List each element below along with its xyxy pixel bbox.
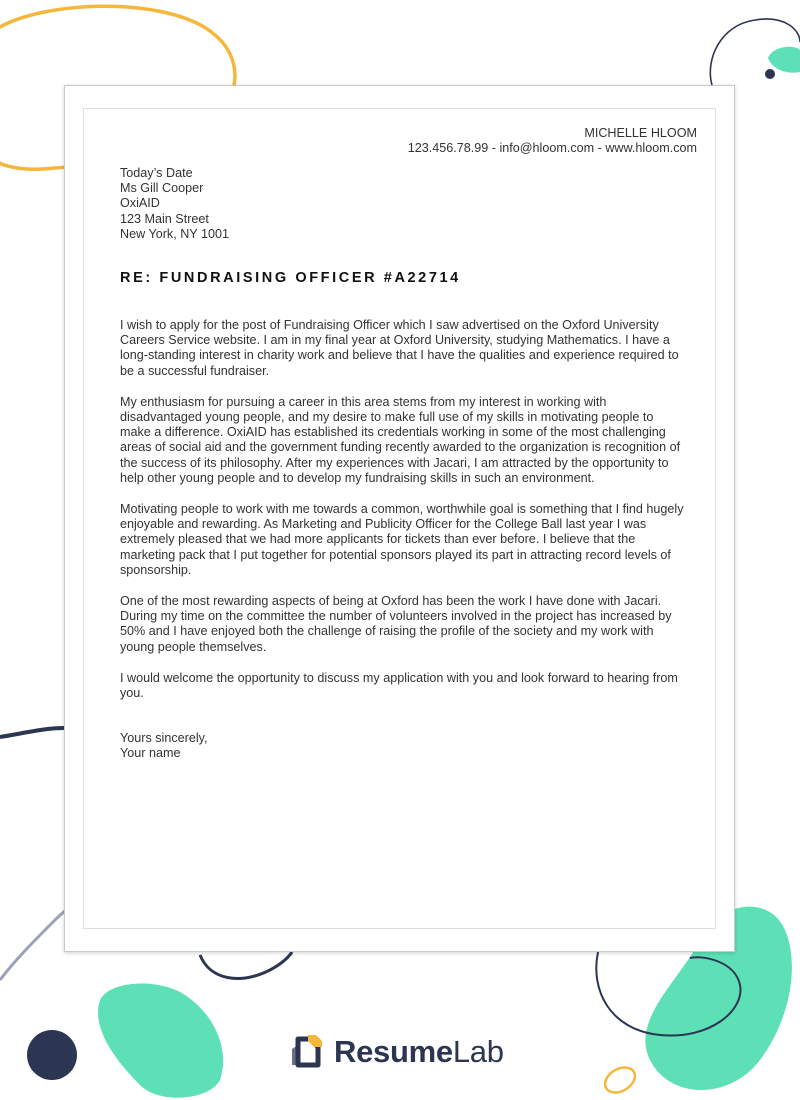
recipient-date: Today’s Date xyxy=(120,166,193,180)
navy-dot-bottom-left xyxy=(27,1030,77,1080)
teal-blob-bottom-left xyxy=(98,984,223,1098)
recipient-name: Ms Gill Cooper xyxy=(120,181,204,196)
orange-ring-bottom xyxy=(601,1062,640,1097)
sender-block xyxy=(408,126,697,156)
body-paragraph: Motivating people to work with me towards a common, worthwhile goal is something that I find hugely enjoyable and rewarding. As Marketing and Publicity Officer for the College Ball last year I was extremely pleased that we had more applicants for tickets than ever before. I believe that the marketing pack that I put together for potential sponsors played its part in attracting record levels of sponsorship. xyxy=(120,502,684,577)
body-paragraph: I wish to apply for the post of Fundraising Officer which I saw advertised on the Oxford University Careers Service website. I am in my final year at Oxford University, studying Mathematics. I have a long-standing interest in charity work and believe that I have the qualities and experience required to be a successful fundraiser. xyxy=(120,318,679,378)
logo-wordmark xyxy=(334,1034,504,1070)
letter-body xyxy=(120,318,685,717)
navy-curve-under-paper xyxy=(200,952,292,978)
navy-dot-top-right xyxy=(765,69,775,79)
resumelab-logo-icon xyxy=(288,1033,326,1071)
closing-name: Your name xyxy=(120,746,181,761)
sender-name: MICHELLE HLOOM xyxy=(584,126,697,140)
closing-salutation: Yours sincerely, xyxy=(120,731,208,745)
teal-blob-top-right xyxy=(768,47,800,73)
body-paragraph: I would welcome the opportunity to discuss my application with you and look forward to hearing from you. xyxy=(120,670,678,701)
navy-wave-left xyxy=(0,728,64,737)
letter-page xyxy=(64,85,735,952)
recipient-block xyxy=(120,166,229,242)
closing-block xyxy=(120,731,208,761)
body-paragraph: My enthusiasm for pursuing a career in this area stems from my interest in working with disadvantaged young people, and my desire to make full use of my skills in motivating people to make a difference. OxiAID has established its credentials working in some of the most challenging areas of social aid and the government funding recently awarded to the organization is recognition of the success of its philosophy. After my experiences with Jacari, I am attracted by the opportunity to help other young people and to develop my fundraising skills in such an environment. xyxy=(120,394,681,485)
logo-text-lab: Lab xyxy=(452,1034,504,1069)
subject-line: RE: FUNDRAISING OFFICER #A22714 xyxy=(120,270,461,286)
recipient-street: 123 Main Street xyxy=(120,211,209,226)
recipient-city: New York, NY 1001 xyxy=(120,226,229,241)
resumelab-logo[interactable] xyxy=(288,1030,504,1074)
sender-contact: 123.456.78.99 - info@hloom.com - www.hloom.com xyxy=(407,141,697,155)
recipient-company: OxiAID xyxy=(120,196,160,211)
body-paragraph: One of the most rewarding aspects of being at Oxford has been the work I have done with Jacari. During my time on the committee the number of volunteers involved in the project has increased by 50% and I have enjoyed both the challenge of raising the profile of the society and my work with young people themselves. xyxy=(120,594,672,654)
logo-text-resume: Resume xyxy=(334,1034,453,1069)
